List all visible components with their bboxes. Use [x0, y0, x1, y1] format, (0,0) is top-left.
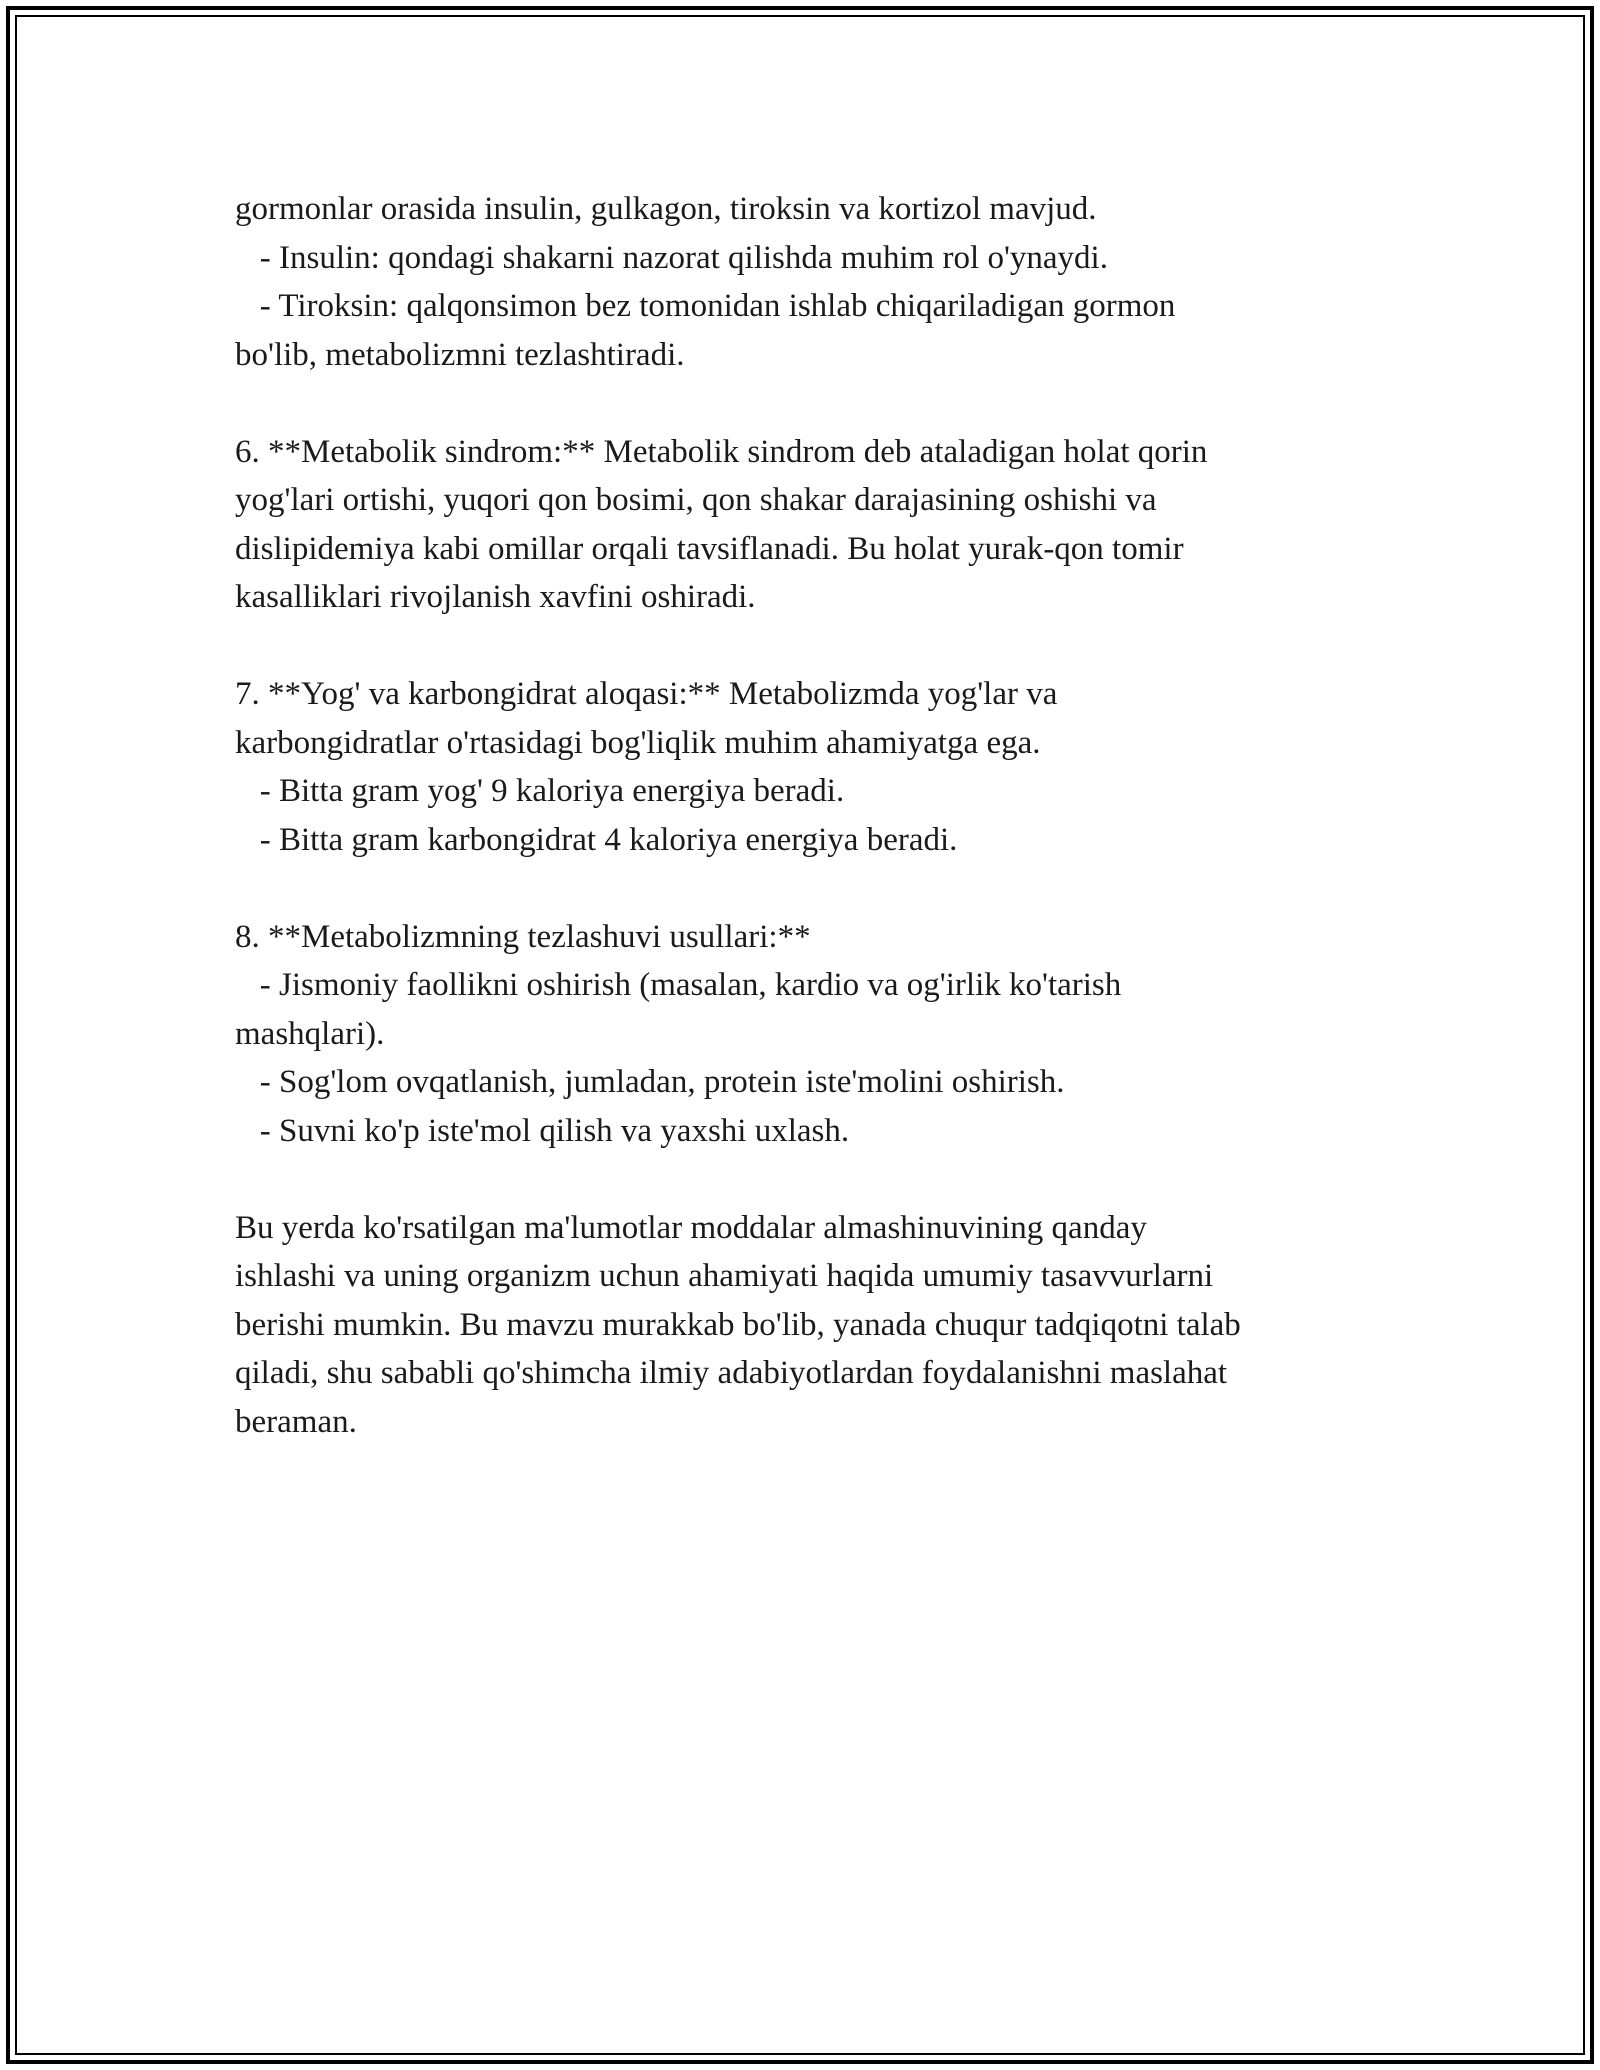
text-line: 7. **Yog' va karbongidrat aloqasi:** Metabolizmda yog'lar va — [235, 676, 1058, 712]
text-line: berishi mumkin. Bu mavzu murakkab bo'lib, yanada chuqur tadqiqotni talab — [235, 1306, 1241, 1343]
text-line: Bu yerda ko'rsatilgan ma'lumotlar moddalar almashinuvining qanday — [235, 1209, 1147, 1246]
text-line: - Sog'lom ovqatlanish, jumladan, protein iste'molini oshirish. — [235, 1064, 1065, 1100]
text-line: - Bitta gram karbongidrat 4 kaloriya energiya beradi. — [235, 821, 958, 858]
text-line: beraman. — [235, 1403, 357, 1440]
text-line: kasalliklari rivojlanish xavfini oshiradi. — [235, 579, 756, 615]
text-line: qiladi, shu sababli qo'shimcha ilmiy adabiyotlardan foydalanishni maslahat — [235, 1355, 1228, 1391]
text-line: - Tiroksin: qalqonsimon bez tomonidan ishlab chiqariladigan gormon — [235, 288, 1176, 324]
text-line: - Jismoniy faollikni oshirish (masalan, kardio va og'irlik ko'tarish — [235, 967, 1122, 1003]
text-line: - Bitta gram yog' 9 kaloriya energiya beradi. — [235, 773, 845, 809]
text-line: bo'lib, metabolizmni tezlashtiradi. — [235, 336, 685, 373]
text-line: mashqlari). — [235, 1015, 385, 1052]
text-line: gormonlar orasida insulin, gulkagon, tiroksin va kortizol mavjud. — [235, 191, 1097, 227]
paragraph-gap — [235, 864, 1365, 913]
document-body — [235, 185, 1365, 1446]
paragraph-gap — [235, 1155, 1365, 1204]
text-line: - Insulin: qondagi shakarni nazorat qilishda muhim rol o'ynaydi. — [235, 239, 1108, 276]
text-line: karbongidratlar o'rtasidagi bog'liqlik muhim ahamiyatga ega. — [235, 724, 1041, 761]
text-line: yog'lari ortishi, yuqori qon bosimi, qon shakar darajasining oshishi va — [235, 482, 1157, 518]
text-line: dislipidemiya kabi omillar orqali tavsiflanadi. Bu holat yurak-qon tomir — [235, 530, 1184, 567]
text-line: ishlashi va uning organizm uchun ahamiyati haqida umumiy tasavvurlarni — [235, 1258, 1214, 1294]
paragraph-gap — [235, 379, 1365, 428]
text-line: - Suvni ko'p iste'mol qilish va yaxshi uxlash. — [235, 1112, 850, 1149]
text-line: 8. **Metabolizmning tezlashuvi usullari:** — [235, 918, 811, 955]
text-line: 6. **Metabolik sindrom:** Metabolik sindrom deb ataladigan holat qorin — [235, 433, 1208, 470]
paragraph-gap — [235, 622, 1365, 671]
